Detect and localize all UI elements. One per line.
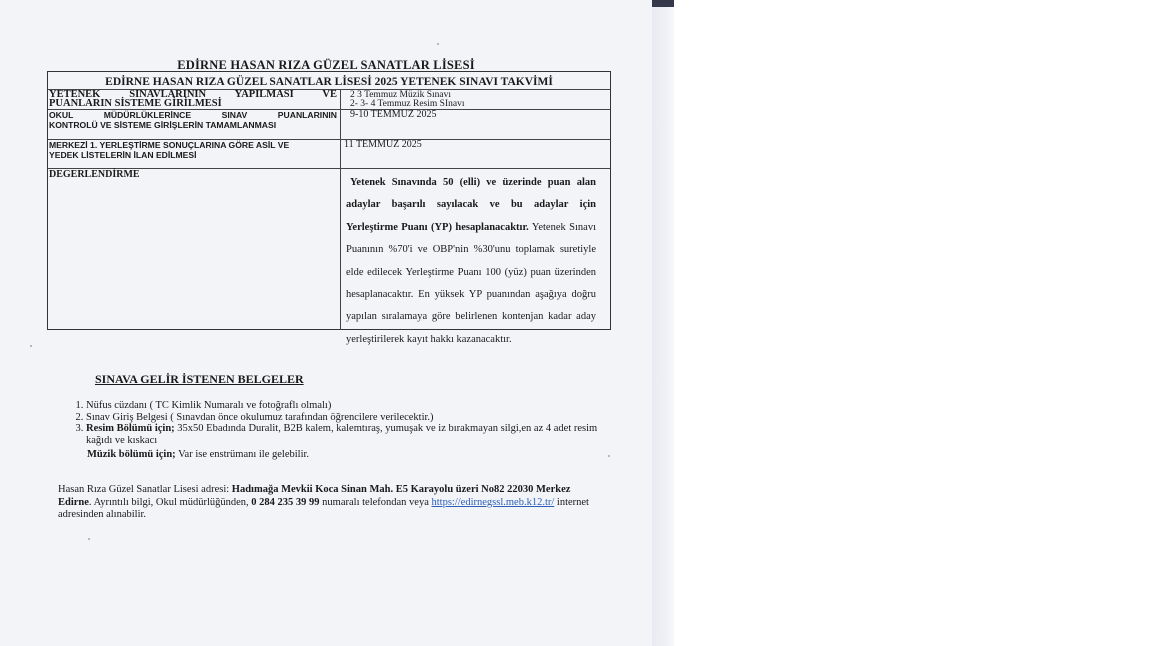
scan-edge-corner xyxy=(652,0,674,7)
list-item-text: Nüfus cüzdanı ( TC Kimlik Numaralı ve fotoğraflı olmalı) xyxy=(86,400,332,411)
scan-edge-shadow xyxy=(652,0,674,646)
documents-list xyxy=(60,400,626,446)
row3-label-line2: YEDEK LİSTELERİN İLAN EDİLMESİ xyxy=(49,150,197,160)
row1-value-line1: 2 3 Temmuz Müzik Sınavı xyxy=(350,90,452,100)
documents-heading: SINAVA GELİR İSTENEN BELGELER xyxy=(95,372,304,386)
row1-label-line2: PUANLARIN SİSTEME GİRİLMESİ xyxy=(49,98,222,109)
evaluation-rest: Yetenek Sınavı Puanının %70'i ve OBP'nin %30'unu toplamak suretiyle elde edilecek Yerleştirme Puanı 100 (yüz) puan üzerinden hesaplanacaktır. En yüksek YP puanından aşağıya doğru yapılan sıralamaya göre belirlenen kontenjan kadar aday yerleştirilerek kayıt hakkı kazanacaktır. xyxy=(346,221,596,345)
evaluation-bold: Yetenek Sınavında 50 (elli) ve üzerinde puan alan adaylar başarılı sayılacak ve bu adaylar için Yerleştirme Puanı (YP) hesaplanacaktır. xyxy=(346,177,596,233)
list-item-text: Sınav Giriş Belgesi ( Sınavdan önce okulumuz tarafından öğrencilere verilecektir.) xyxy=(86,411,434,423)
scan-speck xyxy=(437,43,439,45)
document-title: EDİRNE HASAN RIZA GÜZEL SANATLAR LİSESİ xyxy=(177,58,475,72)
row2-label-line1: OKUL MÜDÜRLÜKLERİNCE SINAV PUANLARININ xyxy=(49,110,337,120)
music-note-bold: Müzik bölümü için; xyxy=(87,449,176,460)
list-item xyxy=(86,400,626,412)
address-middle: . Ayrıntılı bilgi, Okul müdürlüğünden, xyxy=(88,496,252,508)
list-item xyxy=(86,412,626,424)
website-link[interactable]: https://edirnegssl.meb.k12.tr/ xyxy=(431,496,555,508)
scan-speck xyxy=(88,538,90,540)
row3-value: 11 TEMMUZ 2025 xyxy=(344,139,422,150)
list-item-bold: Resim Bölümü için; xyxy=(86,423,175,434)
row1-value-line2: 2- 3- 4 Temmuz Resim SInavı xyxy=(350,99,465,109)
row1-label-line1: YETENEK SINAVLARININ YAPILMASI VE xyxy=(49,89,337,100)
school-address: Hadımağa Mevkii Koca Sinan Mah. E5 Karayolu üzeri No82 22030 Merkez Edirne xyxy=(58,484,571,508)
address-prefix: Hasan Rıza Güzel Sanatlar Lisesi adresi: xyxy=(58,484,232,495)
address-paragraph xyxy=(58,484,603,522)
row2-value: 9-10 TEMMUZ 2025 xyxy=(350,109,437,120)
row3-label-line1: MERKEZİ 1. YERLEŞTİRME SONUÇLARINA GÖRE ASİL VE xyxy=(49,140,290,150)
list-item xyxy=(86,423,626,446)
scan-speck xyxy=(30,345,32,347)
music-note-text: Var ise enstrümanı ile gelebilir. xyxy=(175,449,310,460)
address-suffix: internet adresinden alınabilir. xyxy=(58,496,589,520)
row2-label-line2: KONTROLÜ VE SİSTEME GİRİŞLERİN TAMAMLANMASI xyxy=(49,120,277,130)
evaluation-text xyxy=(346,172,596,351)
phone-suffix: numaralı telefondan veya xyxy=(319,496,432,508)
music-note xyxy=(87,449,309,460)
table-title: EDİRNE HASAN RIZA GÜZEL SANATLAR LİSESİ 2025 YETENEK SINAVI TAKVİMİ xyxy=(105,76,553,88)
phone-number: 0 284 235 39 99 xyxy=(251,496,320,508)
scan-speck xyxy=(608,455,610,457)
row4-label: DEGERLENDİRME xyxy=(49,169,140,180)
list-item-text: 35x50 Ebadında Duralit, B2B kalem, kalemtıraş, yumuşak ve iz bırakmayan silgi,en az 4 adet resim kağıdı ve kıskacı xyxy=(86,423,598,446)
